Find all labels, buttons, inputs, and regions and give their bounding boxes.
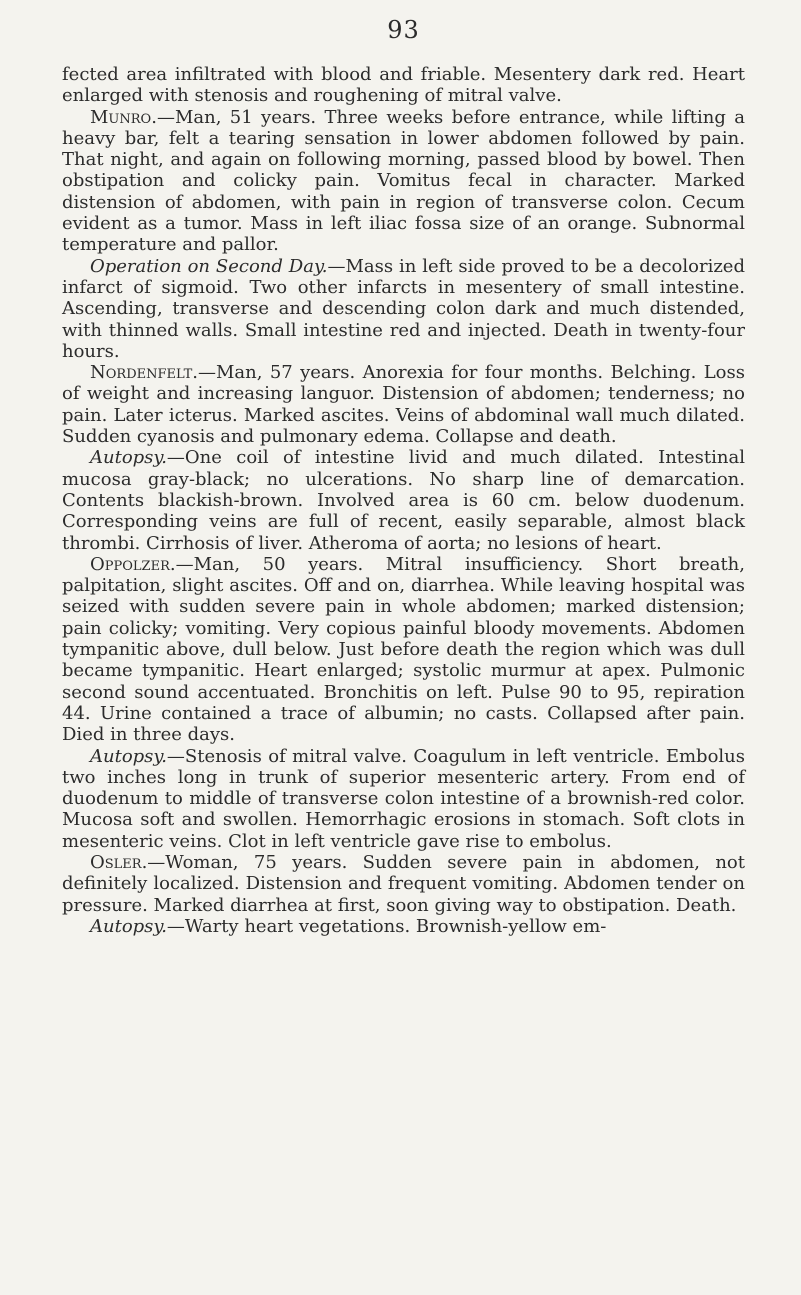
paragraph-text: —Mass in left side proved to be a decolorized infarct of sigmoid. Two other infarcts in mesentery of small intestine. Ascending, transverse and descending colon dark and much distended, with thinned walls. Small intestine red and injected. Death in twenty-four hours. <box>62 255 745 362</box>
paragraph <box>62 554 745 746</box>
case-name: Osler. <box>90 851 148 873</box>
case-name: Munro. <box>90 106 157 128</box>
paragraph <box>62 256 745 362</box>
section-heading: Autopsy. <box>90 447 167 469</box>
paragraph-text: —Woman, 75 years. Sudden severe pain in abdomen, not definitely localized. Distension and frequent vomiting. Abdomen tender on pressure. Marked diarrhea at first, soon giving way to obstipation. Death. <box>62 851 745 916</box>
body-text <box>62 64 745 937</box>
paragraph-text: fected area infiltrated with blood and friable. Mesentery dark red. Heart enlarged with stenosis and roughening of mitral valve. <box>62 64 745 107</box>
paragraph <box>62 746 745 852</box>
section-heading: Autopsy. <box>90 915 167 937</box>
paragraph <box>62 64 745 107</box>
paragraph <box>62 107 745 256</box>
case-name: Oppolzer. <box>90 553 176 575</box>
section-heading: Autopsy. <box>90 745 167 767</box>
case-name: Nordenfelt. <box>90 362 198 384</box>
paragraph <box>62 447 745 553</box>
paragraph-text: —Warty heart vegetations. Brownish-yellow em- <box>166 915 607 937</box>
paragraph <box>62 362 745 447</box>
paragraph-text: —Stenosis of mitral valve. Coagulum in left ventricle. Embolus two inches long in trunk of superior mesenteric artery. From end of duodenum to middle of transverse colon intestine of a brownish-red color. Mucosa soft and swollen. Hemorrhagic erosions in stomach. Soft clots in mesenteric veins. Clot in left ventricle gave rise to embolus. <box>62 745 745 852</box>
paragraph <box>62 916 745 937</box>
paragraph-text: —One coil of intestine livid and much dilated. Intestinal mucosa gray-black; no ulcerations. No sharp line of demarcation. Contents blackish-brown. Involved area is 60 cm. below duodenum. Corresponding veins are full of recent, easily separable, almost black thrombi. Cirrhosis of liver. Atheroma of aorta; no lesions of heart. <box>62 447 745 554</box>
section-heading: Operation on Second Day. <box>90 255 328 277</box>
paragraph-text: —Man, 57 years. Anorexia for four months. Belching. Loss of weight and increasing languor. Distension of abdomen; tenderness; no pain. Later icterus. Marked ascites. Veins of abdominal wall much dilated. Sudden cyanosis and pulmonary edema. Collapse and death. <box>62 362 745 448</box>
paragraph <box>62 852 745 916</box>
paragraph-text: —Man, 50 years. Mitral insufficiency. Short breath, palpitation, slight ascites. Off and on, diarrhea. While leaving hospital was seized with sudden severe pain in whole abdomen; marked distension; pain colicky; vomiting. Very copious painful bloody movements. Abdomen tympanitic above, dull below. Just before death the region which was dull became tympanitic. Heart enlarged; systolic murmur at apex. Pulmonic second sound accentuated. Bronchitis on left. Pulse 90 to 95, repiration 44. Urine contained a trace of albumin; no casts. Collapsed after pain. Died in three days. <box>62 553 745 746</box>
page-number: 93 <box>387 16 420 44</box>
paragraph-text: —Man, 51 years. Three weeks before entrance, while lifting a heavy bar, felt a tearing sensation in lower abdomen followed by pain. That night, and again on following morning, passed blood by bowel. Then obstipation and colicky pain. Vomitus fecal in character. Marked distension of abdomen, with pain in region of transverse colon. Cecum evident as a tumor. Mass in left iliac fossa size of an orange. Subnormal temperature and pallor. <box>62 106 745 256</box>
